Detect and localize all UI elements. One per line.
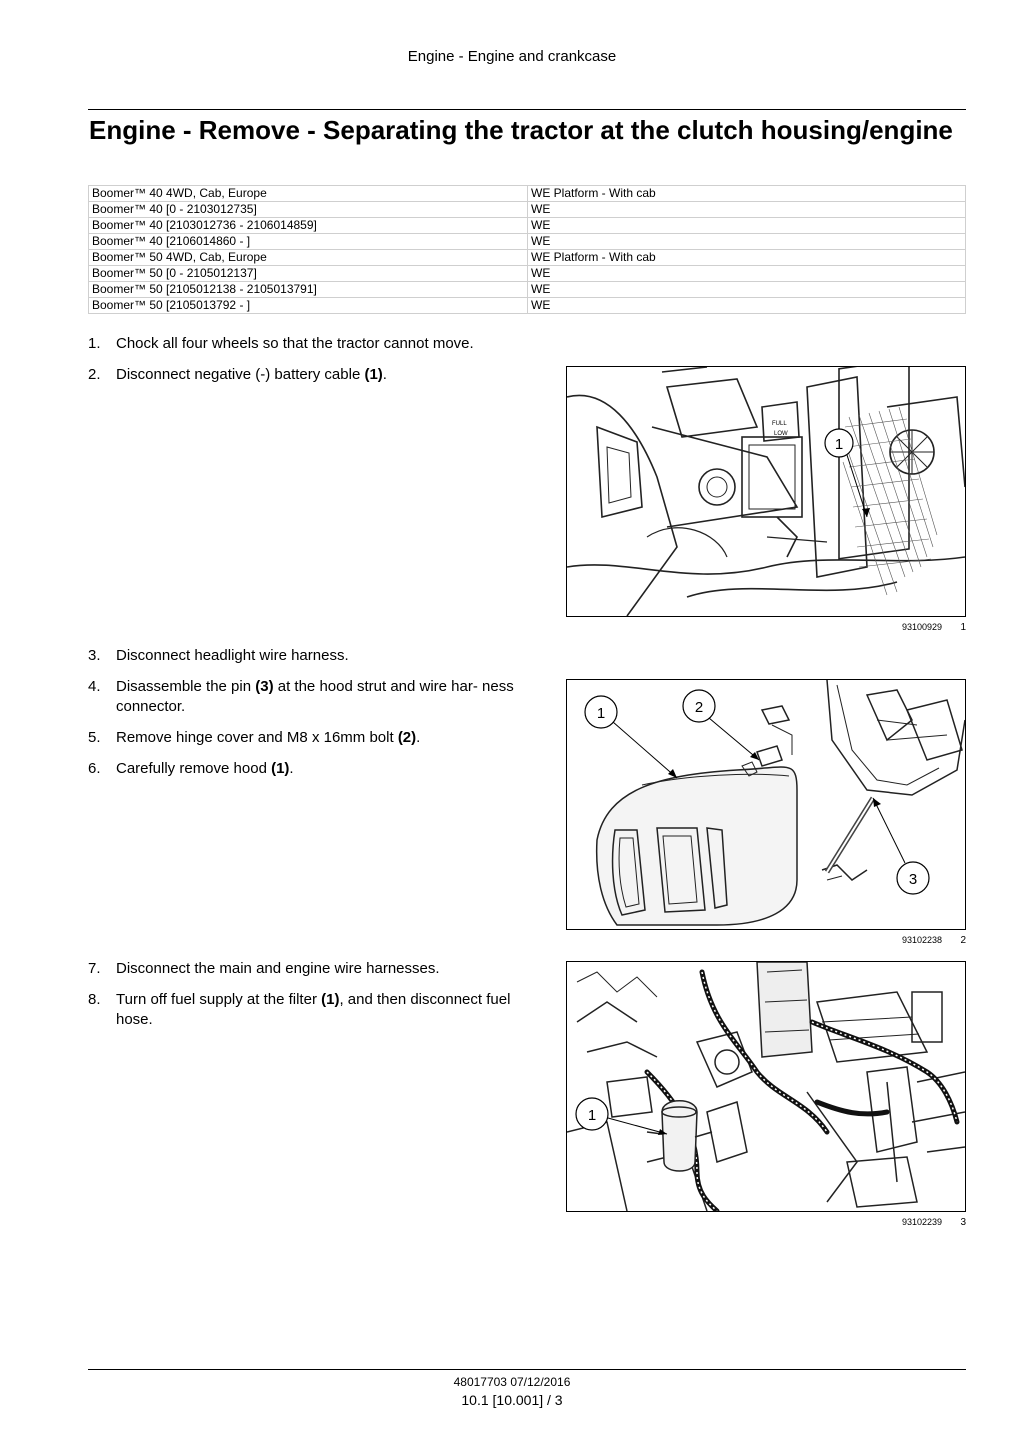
callout-leader-2 bbox=[709, 718, 759, 760]
step-8 bbox=[88, 990, 533, 1030]
hood-strut-highlight bbox=[827, 798, 873, 872]
step-number: 4. bbox=[88, 678, 101, 695]
figure-1-caption bbox=[566, 622, 966, 633]
callout-ref: (3) bbox=[255, 678, 274, 695]
step-text: Chock all four wheels so that the tractor cannot move. bbox=[116, 335, 474, 352]
model-cell: Boomer™ 40 [2103012736 - 2106014859] bbox=[89, 218, 528, 234]
model-cell: Boomer™ 50 [2105012138 - 2105013791] bbox=[89, 282, 528, 298]
step-text-pre: Carefully remove hood bbox=[116, 760, 272, 777]
step-3 bbox=[88, 646, 533, 666]
model-cell: Boomer™ 50 4WD, Cab, Europe bbox=[89, 250, 528, 266]
callout-arrowhead bbox=[862, 508, 870, 517]
step-number: 1. bbox=[88, 335, 101, 352]
figure-2-hood bbox=[566, 679, 966, 930]
model-cell: Boomer™ 40 [0 - 2103012735] bbox=[89, 202, 528, 218]
step-text: Disconnect the main and engine wire harnesses. bbox=[116, 960, 440, 977]
footer-page-number: 10.1 [10.001] / 3 bbox=[461, 1392, 563, 1408]
platform-cell: WE bbox=[528, 234, 966, 250]
callout-label-2: 2 bbox=[694, 699, 704, 716]
step-5 bbox=[88, 728, 533, 748]
platform-cell: WE bbox=[528, 202, 966, 218]
step-number: 2. bbox=[88, 366, 101, 383]
step-text-pre: Turn off fuel supply at the filter bbox=[116, 991, 322, 1008]
figure-3-caption bbox=[566, 1217, 966, 1228]
running-header: Engine - Engine and crankcase bbox=[407, 48, 617, 65]
fuel-filter-illustration bbox=[567, 962, 965, 1211]
callout-label-3: 3 bbox=[908, 871, 918, 888]
platform-cell: WE bbox=[528, 282, 966, 298]
table-row bbox=[89, 266, 966, 282]
footer-doc-id: 48017703 07/12/2016 bbox=[453, 1375, 571, 1389]
callout-label-1: 1 bbox=[587, 1107, 597, 1124]
callout-arrowhead bbox=[668, 769, 677, 778]
callout-arrowhead bbox=[873, 798, 881, 807]
step-7 bbox=[88, 959, 533, 979]
step-2 bbox=[88, 365, 533, 385]
step-text-post: at the hood strut and wire har- ness connector. bbox=[116, 678, 514, 715]
step-text-post: . bbox=[416, 729, 421, 746]
step-number: 6. bbox=[88, 760, 101, 777]
figure-number: 2 bbox=[960, 935, 966, 946]
step-4 bbox=[88, 677, 533, 717]
figure-1-battery bbox=[566, 366, 966, 617]
page-title: Engine - Remove - Separating the tractor at the clutch housing/engine bbox=[89, 115, 953, 145]
step-text-pre: Disassemble the pin bbox=[116, 678, 256, 695]
callout-ref: (1) bbox=[364, 366, 383, 383]
figure-2-caption bbox=[566, 935, 966, 946]
step-text-pre: Disconnect negative (-) battery cable bbox=[116, 366, 365, 383]
callout-ref: (2) bbox=[397, 729, 417, 746]
step-number: 5. bbox=[88, 729, 101, 746]
platform-cell: WE Platform - With cab bbox=[528, 186, 966, 202]
table-row bbox=[89, 234, 966, 250]
figure-code: 93100929 bbox=[901, 622, 942, 632]
full-mark-label: FULL bbox=[772, 421, 787, 427]
step-text-post: , and then disconnect fuel hose. bbox=[116, 991, 511, 1028]
callout-leader-3 bbox=[873, 798, 905, 863]
callout-leader-1 bbox=[608, 1118, 667, 1134]
header-rule bbox=[88, 109, 966, 110]
step-number: 3. bbox=[88, 647, 101, 664]
step-text: Disconnect headlight wire harness. bbox=[116, 647, 349, 664]
model-applicability-table bbox=[88, 185, 966, 314]
table-row bbox=[89, 282, 966, 298]
steps-group-2 bbox=[88, 646, 533, 790]
figure-code: 93102239 bbox=[901, 1217, 942, 1227]
table-row bbox=[89, 218, 966, 234]
table-row bbox=[89, 202, 966, 218]
step-text-post: . bbox=[382, 366, 387, 383]
hood-removal-illustration bbox=[567, 680, 965, 929]
platform-cell: WE bbox=[528, 266, 966, 282]
callout-leader-1 bbox=[847, 455, 867, 517]
step-text-post: . bbox=[289, 760, 294, 777]
callout-leader-1 bbox=[613, 722, 677, 778]
figure-code: 93102238 bbox=[901, 935, 942, 945]
figure-3-fuel-filter bbox=[566, 961, 966, 1212]
fuel-filter-body bbox=[662, 1101, 697, 1171]
step-number: 7. bbox=[88, 960, 101, 977]
figure-number: 1 bbox=[960, 622, 966, 633]
model-cell: Boomer™ 50 [0 - 2105012137] bbox=[89, 266, 528, 282]
table-row bbox=[89, 298, 966, 314]
table-row bbox=[89, 250, 966, 266]
step-6 bbox=[88, 759, 533, 779]
table-row bbox=[89, 186, 966, 202]
platform-cell: WE bbox=[528, 298, 966, 314]
callout-ref: (1) bbox=[271, 760, 290, 777]
model-cell: Boomer™ 40 4WD, Cab, Europe bbox=[89, 186, 528, 202]
footer-rule bbox=[88, 1369, 966, 1370]
steps-group-1 bbox=[88, 334, 533, 396]
step-1 bbox=[88, 334, 533, 354]
wire-harness bbox=[817, 1102, 887, 1114]
model-cell: Boomer™ 40 [2106014860 - ] bbox=[89, 234, 528, 250]
step-text-pre: Remove hinge cover and M8 x 16mm bolt bbox=[116, 729, 398, 746]
step-text bbox=[116, 677, 533, 717]
step-number: 8. bbox=[88, 991, 101, 1008]
low-mark-label: LOW bbox=[774, 431, 788, 437]
battery-cable-illustration bbox=[567, 367, 965, 616]
step-text bbox=[116, 728, 533, 748]
step-text bbox=[116, 365, 533, 385]
model-cell: Boomer™ 50 [2105013792 - ] bbox=[89, 298, 528, 314]
steps-group-3 bbox=[88, 959, 533, 1041]
platform-cell: WE Platform - With cab bbox=[528, 250, 966, 266]
step-text bbox=[116, 759, 533, 779]
callout-label-1: 1 bbox=[596, 705, 606, 722]
callout-ref: (1) bbox=[321, 991, 340, 1008]
figure-number: 3 bbox=[960, 1217, 966, 1228]
callout-label-1: 1 bbox=[834, 436, 844, 453]
platform-cell: WE bbox=[528, 218, 966, 234]
step-text bbox=[116, 990, 533, 1030]
